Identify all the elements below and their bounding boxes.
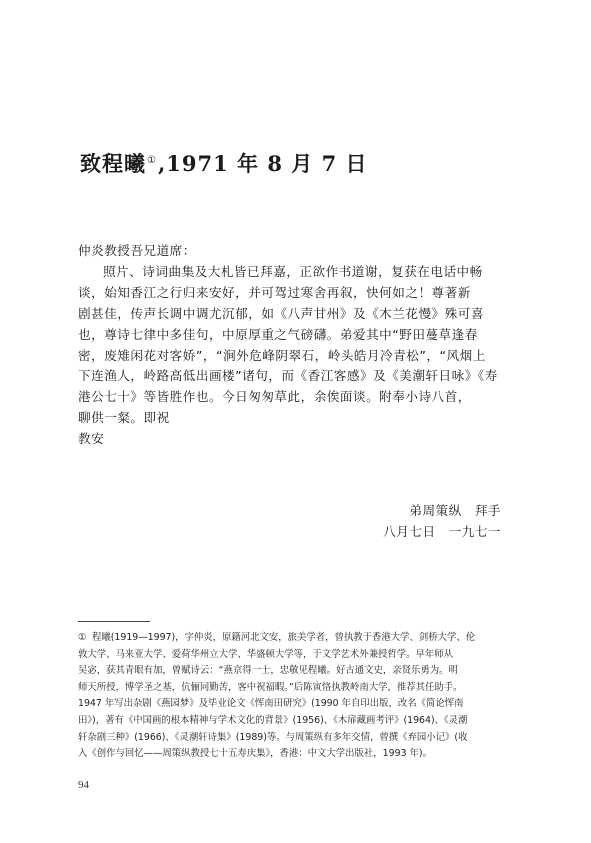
footnote-line <box>78 630 518 647</box>
body-line: 港公七十》等皆胜作也。今日匆匆草此，余俟面谈。附奉小诗八首， <box>78 389 471 405</box>
page-number: 94 <box>78 779 89 791</box>
signature: 弟周策纵 拜手 <box>409 503 501 518</box>
title-footnote-marker: ① <box>147 155 157 166</box>
letter-title <box>80 148 368 178</box>
letter-body <box>78 241 518 450</box>
footnote-line: 1947 年写出杂剧《燕园梦》及毕业论文《恽南田研究》(1990 年自印出版，改名《简论恽南 <box>78 698 464 710</box>
footnote-line: 敦大学、马来亚大学、爱荷华州立大学、华盛顿大学等，于文学艺术外兼授哲学。早年师从 <box>78 648 454 660</box>
letter-date: 八月七日 一九七一 <box>383 524 501 539</box>
footnote <box>78 630 518 763</box>
footnote-line: 吴宓，获其青眼有加，曾赋诗云：“燕京得一士，忠敬见程曦。好古通文史，亲贤乐勇为。明 <box>78 665 458 677</box>
body-line: 谈，始知香江之行归来安好，并可驾过寒舍再叙，快何如之！尊著新 <box>78 284 471 300</box>
footnote-text: 程曦(1919—1997)，字仲炎，原籍河北文安，旅美学者，曾执教于香港大学、剑桥大学、伦 <box>92 632 476 643</box>
footnote-line: 师天所授，博学圣之基，伉俪同勤苦，客中祝福暇。”后陈寅恪执教岭南大学，推荐其任助手。 <box>78 681 463 693</box>
footnote-line: 田》)，著有《中国画的根本精神与学术文化的背景》(1956)、《木扉藏画考评》(1964)、《灵潮 <box>78 714 468 726</box>
footnote-line: 入《创作与回忆——周策纵教授七十五寿庆集》，香港：中文大学出版社，1993 年)。 <box>78 748 432 760</box>
body-line: 聊供一粲。即祝 <box>78 410 170 426</box>
body-line: 剧甚佳，传声长调中调尤沉郁，如《八声甘州》及《木兰花慢》殊可喜 <box>78 305 484 321</box>
body-line: 照片、诗词曲集及大札皆已拜嘉，正欲作书道谢，复获在电话中畅 <box>103 263 483 279</box>
title-date: ,1971 年 8 月 7 日 <box>157 151 368 176</box>
body-line: 也，尊诗七律中多佳句，中原厚重之气磅礴。弟爱其中“野田蔓草逢春 <box>78 326 478 342</box>
footnote-marker: ① <box>78 632 87 643</box>
body-line: 下连渔人，岭路高低出画楼”诸句，而《香江客感》及《美潮轩日咏》《寿 <box>78 368 498 384</box>
salutation: 仲炎教授吾兄道席： <box>78 243 196 258</box>
footnote-line: 轩杂剧三种》(1966)、《灵潮轩诗集》(1989)等。与周策纵有多年交情，曾撰《弃园小记》(收 <box>78 731 468 743</box>
closing: 教安 <box>78 431 105 447</box>
body-line: 密，废雉闲花对客娇”，“涧外危峰阴翠石，岭头皓月冷青松”，“风烟上 <box>78 347 486 363</box>
title-recipient: 致程曦 <box>80 151 146 176</box>
footnote-divider <box>78 621 150 622</box>
